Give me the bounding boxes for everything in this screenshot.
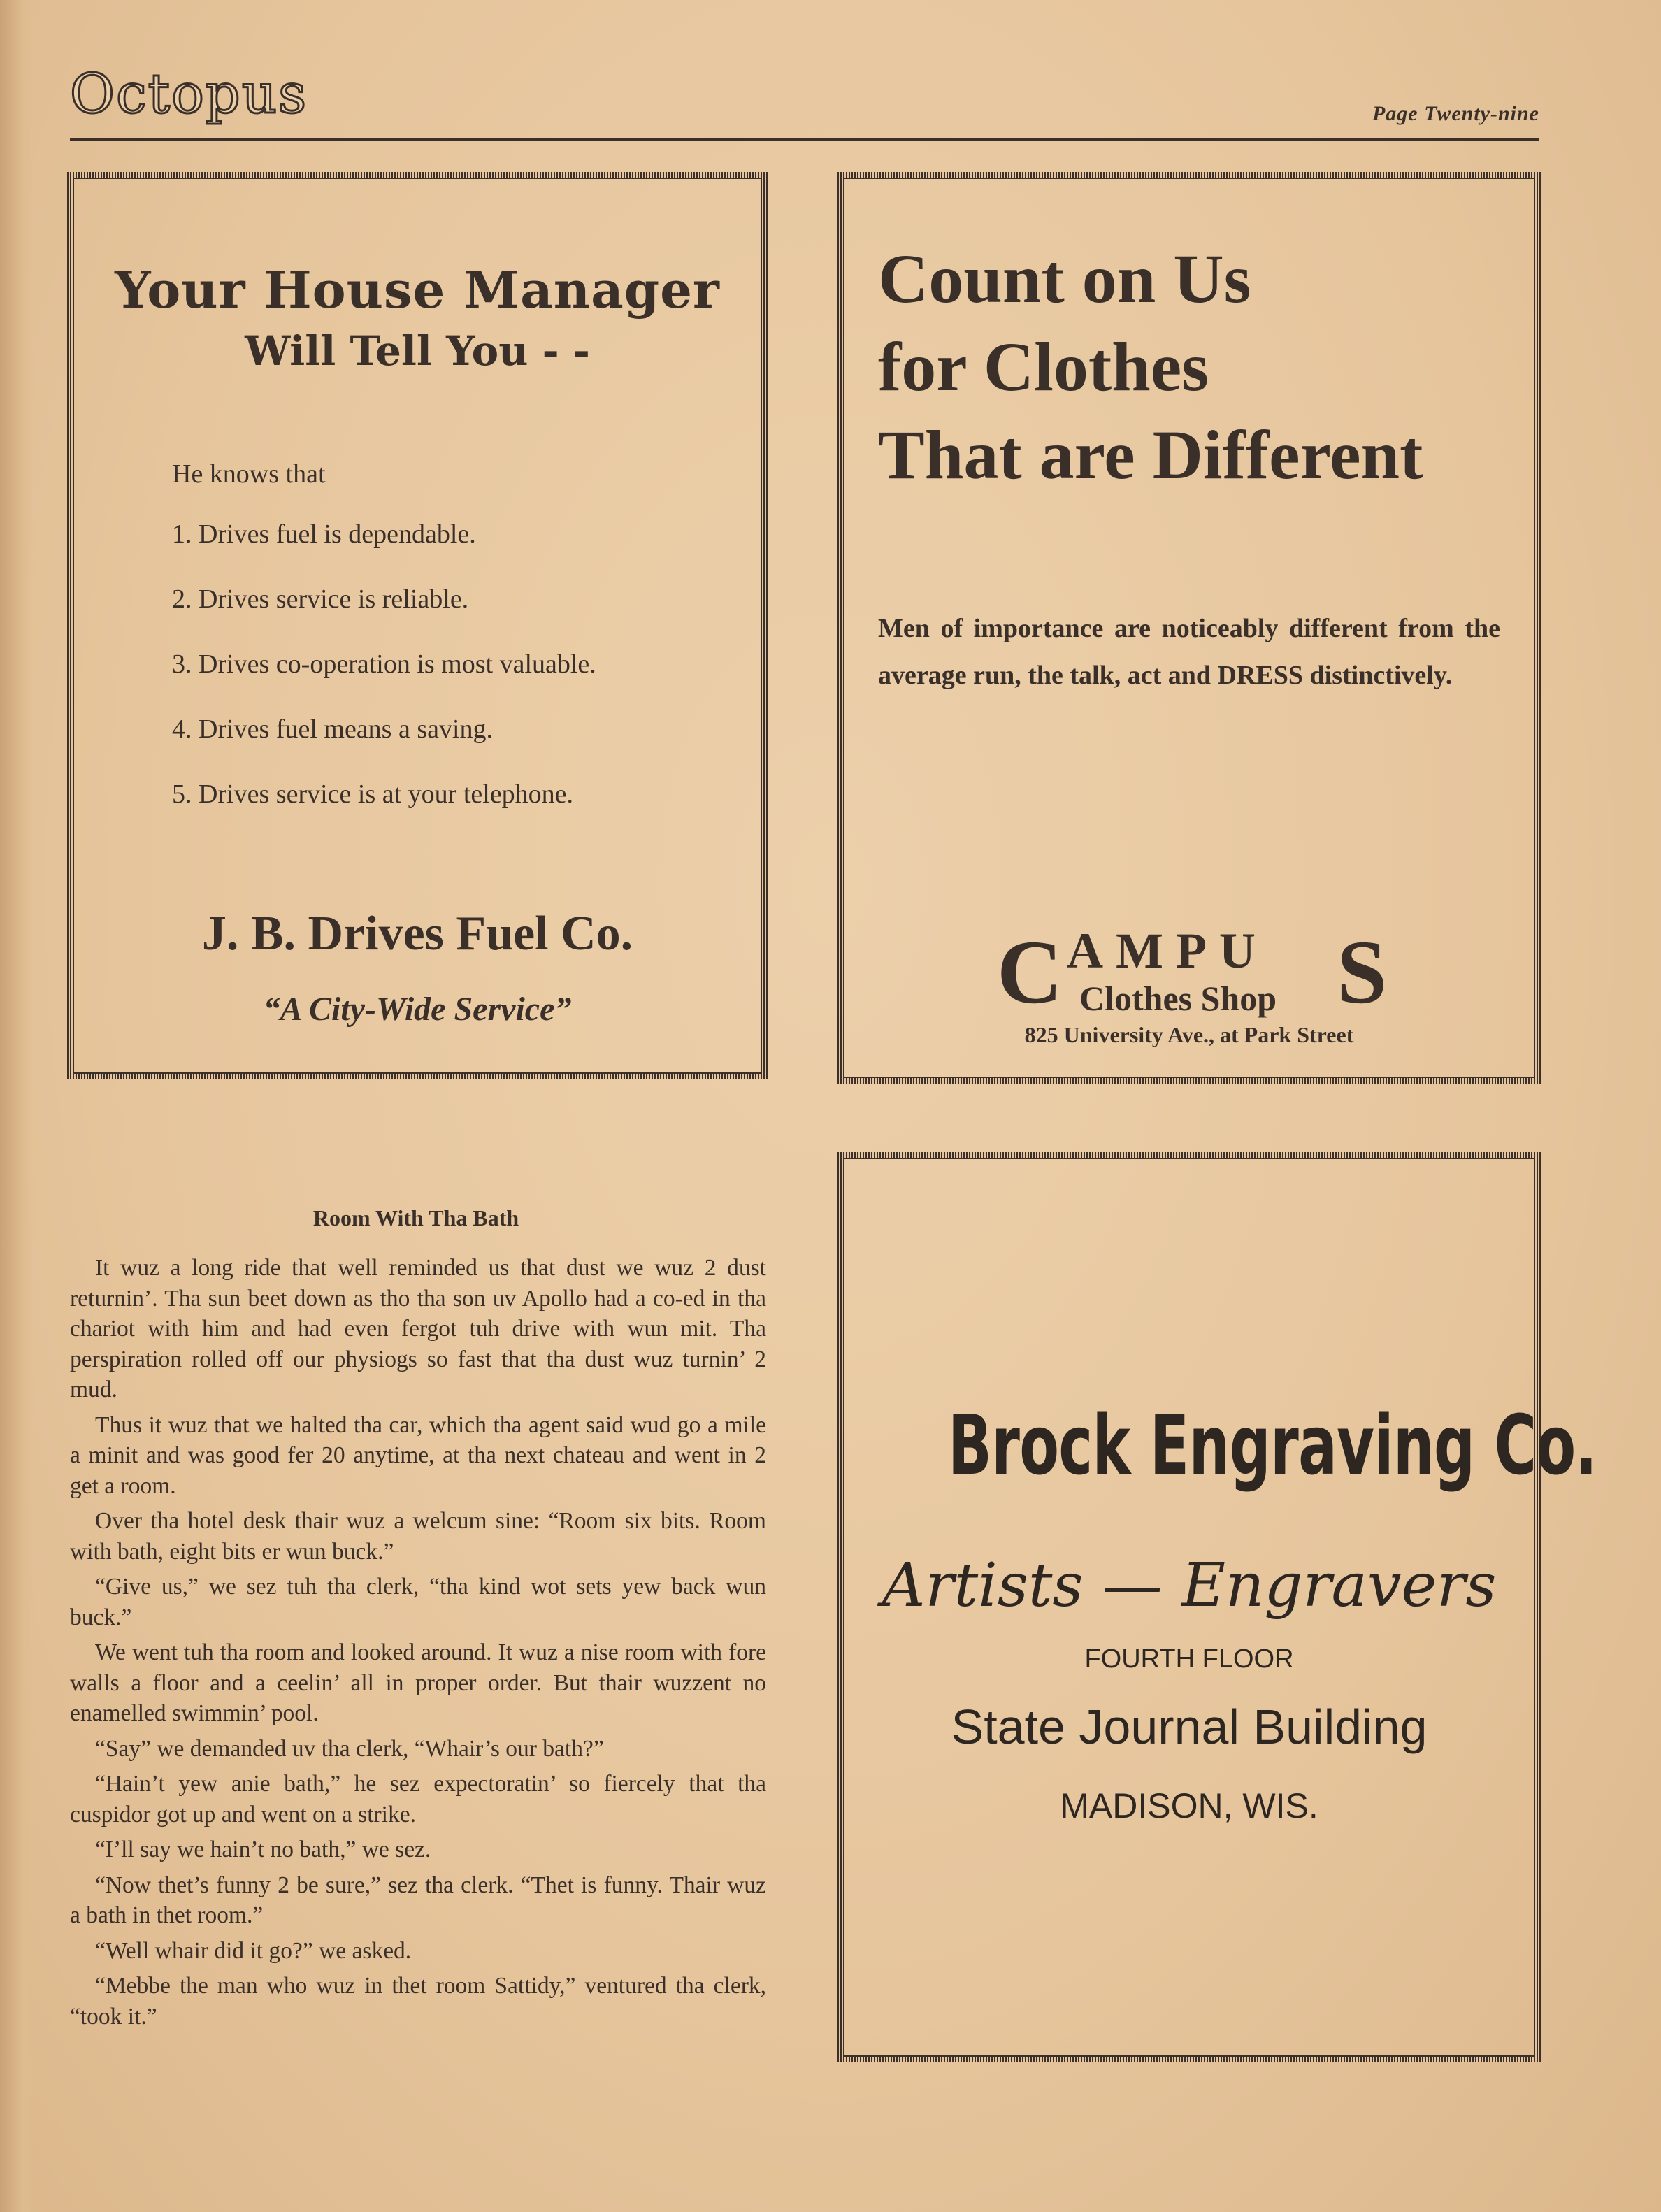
- article-paragraph: “Now thet’s funny 2 be sure,” sez tha clerk. “Thet is funny. Thair wuz a bath in thet room.”: [70, 1872, 766, 1928]
- masthead-logo: Octopus: [70, 63, 308, 126]
- page-number: Page Twenty-nine: [1372, 102, 1539, 125]
- ad-campus-headline-line: for Clothes: [878, 328, 1209, 405]
- ad-drives-points: [172, 519, 596, 844]
- ad-brock-trade: Artists — Engravers: [882, 1551, 1497, 1621]
- article-title: Room With Tha Bath: [312, 1205, 519, 1230]
- ad-drives-point: 2. Drives service is reliable.: [172, 584, 469, 614]
- article-paragraph: We went tuh tha room and looked around. It wuz a nise room with fore walls a floor and a ceelin’ all in proper order. But thair wuzzent no enamelled swimmin’ pool.: [70, 1639, 766, 1726]
- article-paragraph: “Say” we demanded uv tha clerk, “Whair’s our bath?”: [95, 1735, 604, 1762]
- ad-drives-intro: He knows that: [172, 459, 326, 489]
- campus-logo-s: S: [1337, 922, 1388, 1023]
- ad-campus-clothes: [837, 172, 1541, 1084]
- campus-logo-clothes-shop: Clothes Shop: [1079, 979, 1277, 1018]
- ad-drives-slogan: “A City-Wide Service”: [263, 991, 572, 1028]
- article-paragraph: “Well whair did it go?” we asked.: [95, 1937, 412, 1964]
- ad-campus-headline-line: That are Different: [878, 416, 1423, 494]
- article-paragraph: “I’ll say we hain’t no bath,” we sez.: [95, 1837, 431, 1862]
- ad-campus-body-text: Men of importance are noticeably different from the average run, the talk, act and: [878, 614, 1500, 690]
- article-paragraph: “Mebbe the man who wuz in thet room Sattidy,” ventured tha clerk, “took it.”: [70, 1973, 766, 2030]
- campus-logo-ampu: AMPU: [1067, 923, 1268, 979]
- ad-campus-address: 825 University Ave., at Park Street: [1024, 1022, 1354, 1047]
- article-body: [70, 1253, 766, 2037]
- ad-brock-city: MADISON, WIS.: [1060, 1786, 1318, 1825]
- ad-drives-company: J. B. Drives Fuel Co.: [201, 907, 633, 961]
- ad-drives-point: 3. Drives co-operation is most valuable.: [172, 649, 596, 679]
- ad-brock-floor: FOURTH FLOOR: [1084, 1644, 1294, 1674]
- header-rule: [70, 138, 1539, 141]
- campus-logo-c: C: [997, 922, 1063, 1023]
- article-paragraph: Thus it wuz that we halted tha car, which tha agent said wud go a mile a minit and was good fer 20 anytime, at tha next chateau and went in 2 get a room.: [70, 1412, 766, 1499]
- ad-drives-point: 5. Drives service is at your telephone.: [172, 780, 574, 809]
- ad-campus-body-emphasis: DRESS: [1217, 661, 1304, 690]
- ad-drives-point: 4. Drives fuel means a saving.: [172, 714, 494, 744]
- article-paragraph: “Hain’t yew anie bath,” he sez expectoratin’ so fiercely that tha cuspidor got up and went on a strike.: [70, 1771, 766, 1827]
- ad-campus-headline-line: Count on Us: [878, 240, 1251, 317]
- ad-drives-point: 1. Drives fuel is dependable.: [172, 519, 476, 549]
- ad-brock-engraving: [837, 1152, 1597, 2062]
- ad-drives-subtitle: Will Tell You - -: [245, 327, 590, 375]
- ad-campus-body-text-end: distinctively.: [1303, 661, 1453, 690]
- ad-brock-company: Brock Engraving Co.: [947, 1397, 1597, 1493]
- ad-drives-title: Your House Manager: [115, 260, 720, 319]
- ad-drives-fuel: [67, 172, 768, 1079]
- ad-brock-building: State Journal Building: [951, 1700, 1428, 1754]
- article-paragraph: Over tha hotel desk thair wuz a welcum sine: “Room six bits. Room with bath, eight bits er wun buck.”: [70, 1508, 766, 1565]
- ad-campus-headline: [878, 235, 1423, 499]
- ad-campus-body: [878, 605, 1500, 699]
- page-spine-shadow: [0, 0, 34, 2212]
- article-paragraph: “Give us,” we sez tuh tha clerk, “tha kind wot sets yew back wun buck.”: [70, 1574, 766, 1630]
- campus-logo: [844, 920, 1534, 1025]
- article-paragraph: It wuz a long ride that well reminded us that dust we wuz 2 dust returnin’. Tha sun beet down as tho tha son uv Apollo had a co-ed in tha chariot with him and had even fergot tuh drive with wun mit. Tha perspiration rolled off our physiogs so fast that tha dust wuz turnin’ 2 mud.: [70, 1255, 766, 1402]
